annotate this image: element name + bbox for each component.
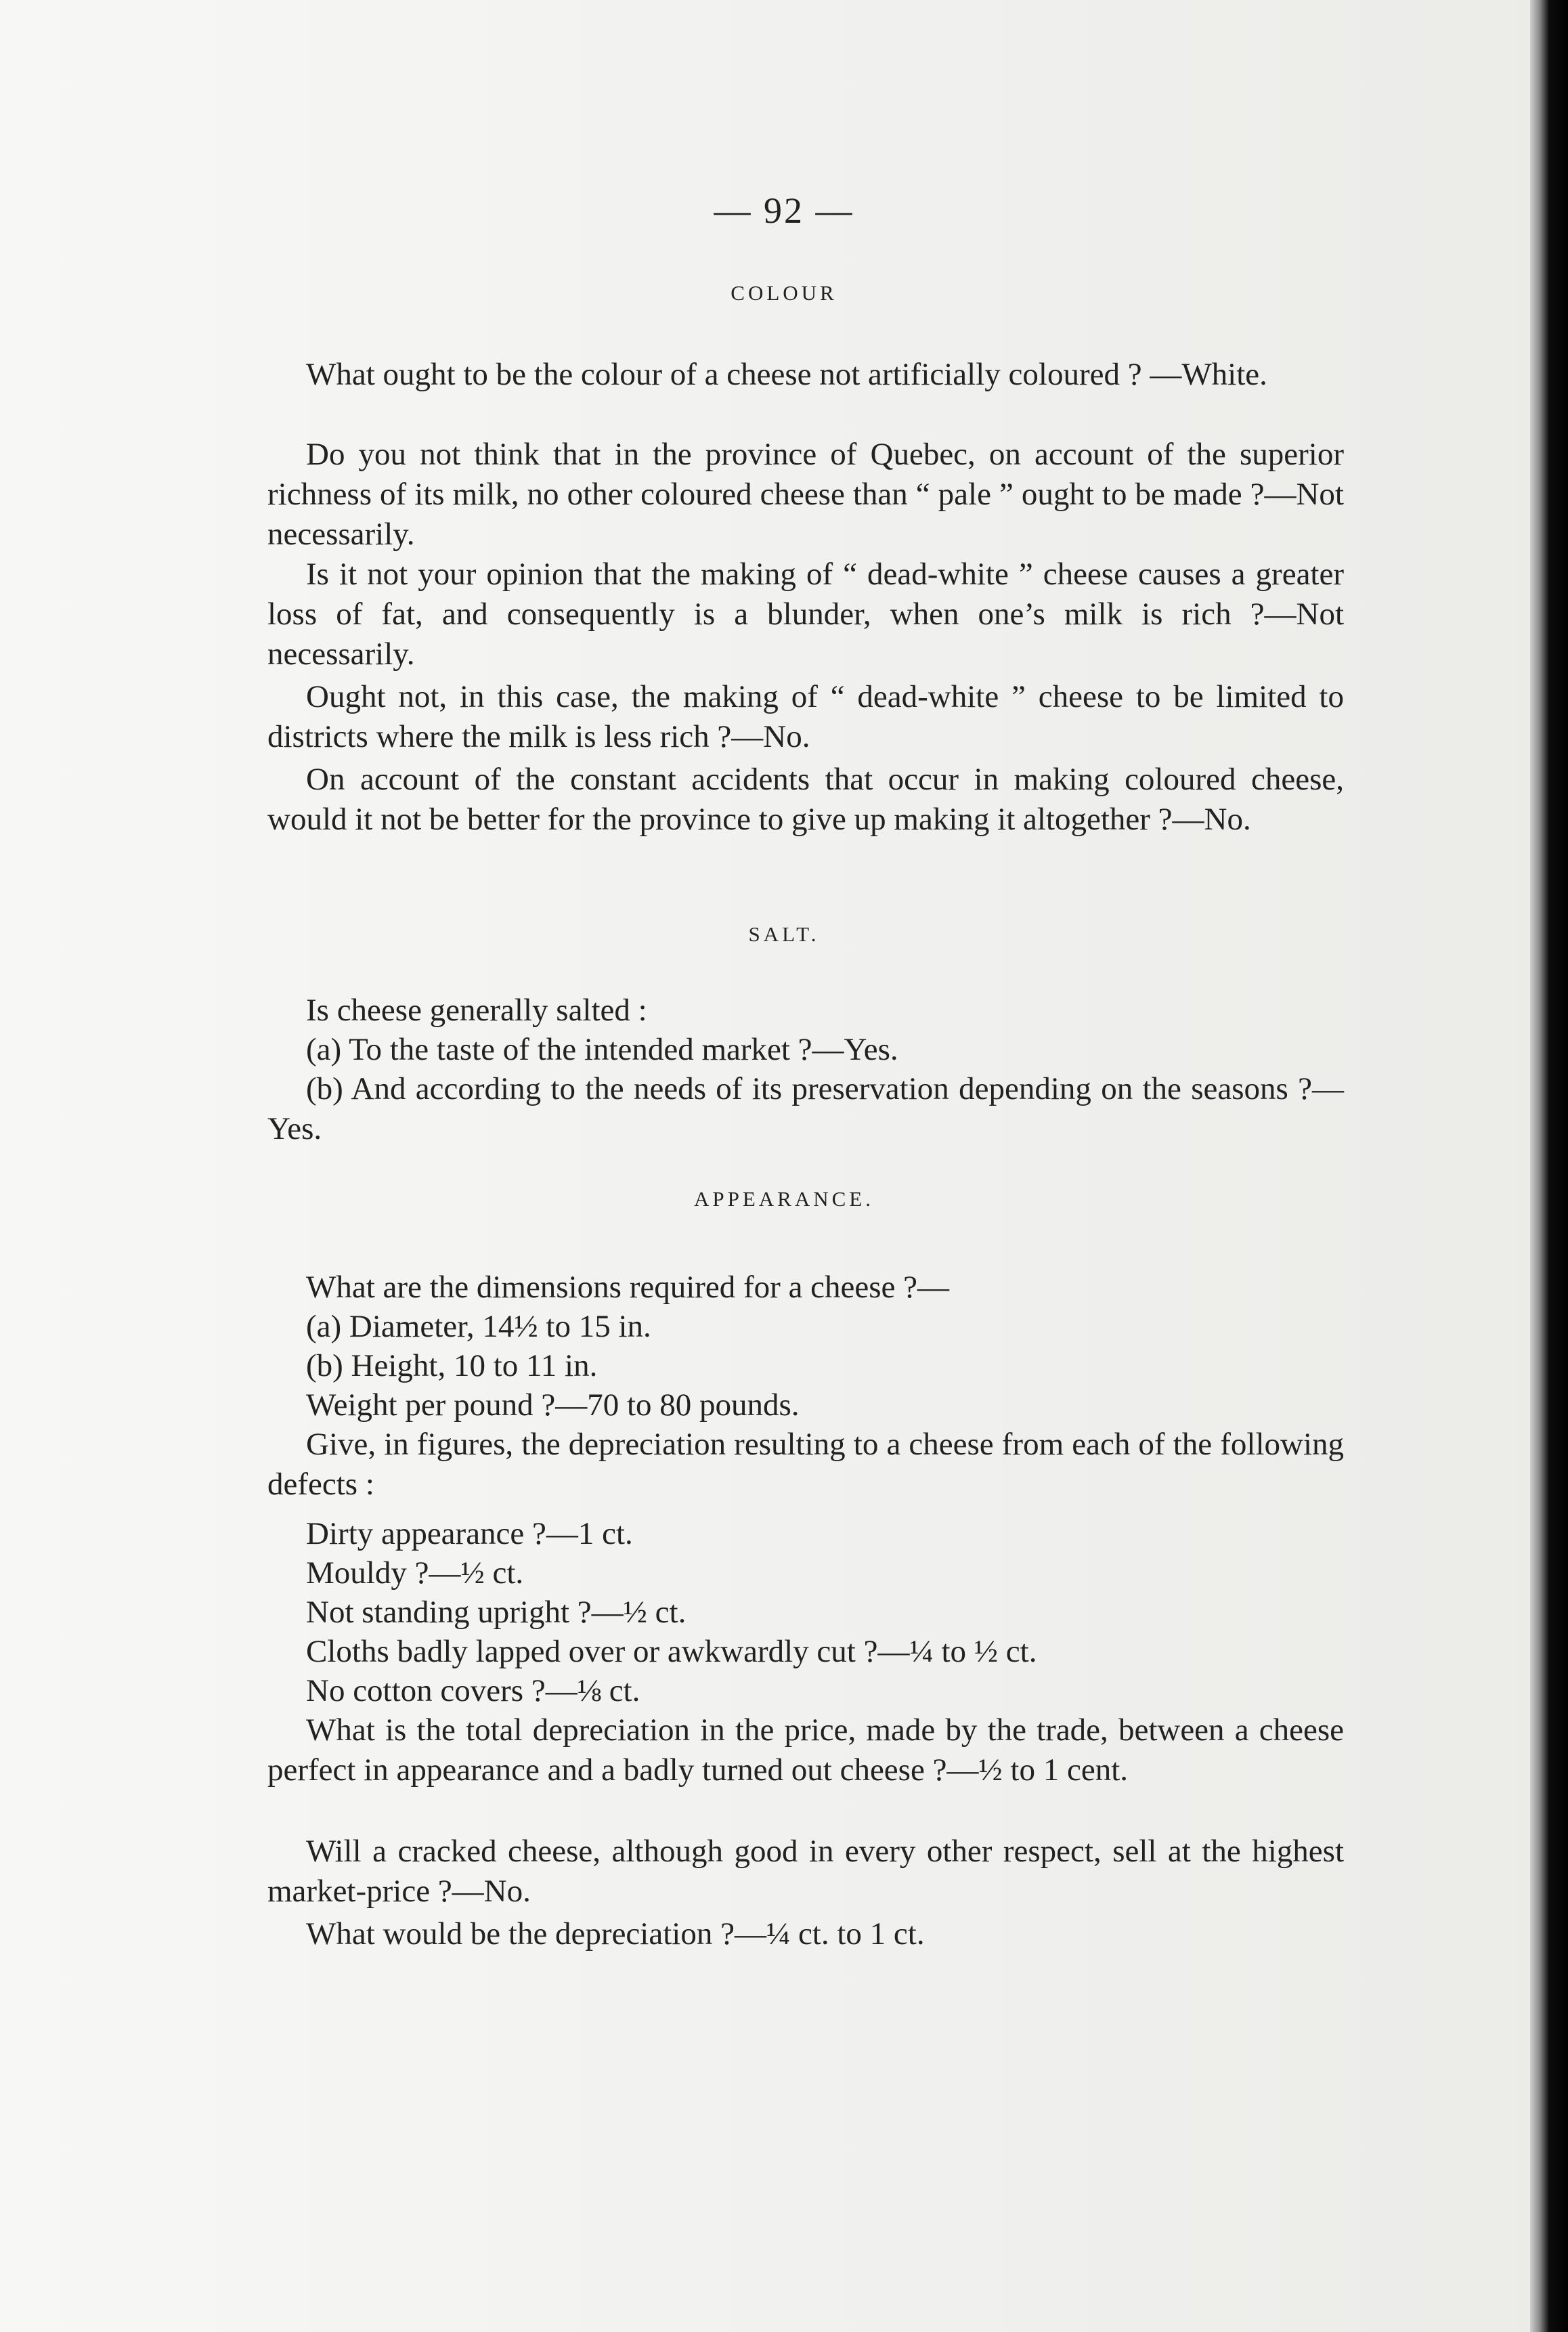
defect-mouldy: Mouldy ?—½ ct.: [306, 1555, 524, 1591]
section-heading-appearance: APPEARANCE.: [693, 1187, 874, 1211]
defect-dirty-appearance: Dirty appearance ?—1 ct.: [306, 1516, 633, 1551]
section-heading-colour: COLOUR: [731, 281, 837, 305]
appearance-diameter: (a) Diameter, 14½ to 15 in.: [306, 1309, 651, 1344]
salt-item-a: (a) To the taste of the intended market ?—Yes.: [306, 1032, 898, 1067]
appearance-height: (b) Height, 10 to 11 in.: [306, 1348, 598, 1383]
colour-paragraph-2: Do you not think that in the province of Quebec, on account of the superior richness of its milk, no other coloured cheese than “ pale ” ought to be made ?—Not necessarily.: [267, 437, 1344, 552]
salt-item-b: (b) And according to the needs of its preservation depending on the seasons ?—Yes.: [267, 1071, 1344, 1146]
defect-cloths: Cloths badly lapped over or awkwardly cut ?—¼ to ½ ct.: [306, 1634, 1037, 1669]
page-header: [0, 190, 1568, 232]
appearance-total-depreciation: What is the total depreciation in the price, made by the trade, between a cheese perfect in appearance and a badly turned out cheese ?—½ to 1 cent.: [267, 1712, 1344, 1788]
salt-intro: Is cheese generally salted :: [306, 993, 647, 1028]
section-heading-salt: SALT.: [748, 922, 820, 946]
page-binding-edge: [1530, 0, 1568, 2332]
appearance-cracked-cheese: Will a cracked cheese, although good in every other respect, sell at the highest market-price ?—No.: [267, 1834, 1344, 1909]
colour-paragraph-3: Is it not your opinion that the making of “ dead-white ” cheese causes a greater loss of fat, and consequently is a blunder, when one’s milk is rich ?—Not necessarily.: [267, 557, 1344, 672]
appearance-dimensions-question: What are the dimensions required for a cheese ?—: [306, 1270, 950, 1305]
colour-paragraph-4: Ought not, in this case, the making of “ dead-white ” cheese to be limited to districts where the milk is less rich ?—No.: [267, 679, 1344, 754]
page-number: — 92 —: [714, 190, 854, 231]
defect-cotton-covers: No cotton covers ?—⅛ ct.: [306, 1673, 640, 1708]
appearance-cracked-depreciation: What would be the depreciation ?—¼ ct. to 1 ct.: [306, 1916, 925, 1951]
appearance-weight: Weight per pound ?—70 to 80 pounds.: [306, 1387, 800, 1423]
colour-paragraph-5: On account of the constant accidents that occur in making coloured cheese, would it not be better for the province to give up making it altogether ?—No.: [267, 762, 1344, 837]
defect-not-upright: Not standing upright ?—½ ct.: [306, 1595, 687, 1630]
colour-paragraph-1: What ought to be the colour of a cheese not artificially coloured ? —White.: [306, 357, 1267, 392]
appearance-depreciation-question: Give, in figures, the depreciation resulting to a cheese from each of the following defects :: [267, 1427, 1344, 1502]
